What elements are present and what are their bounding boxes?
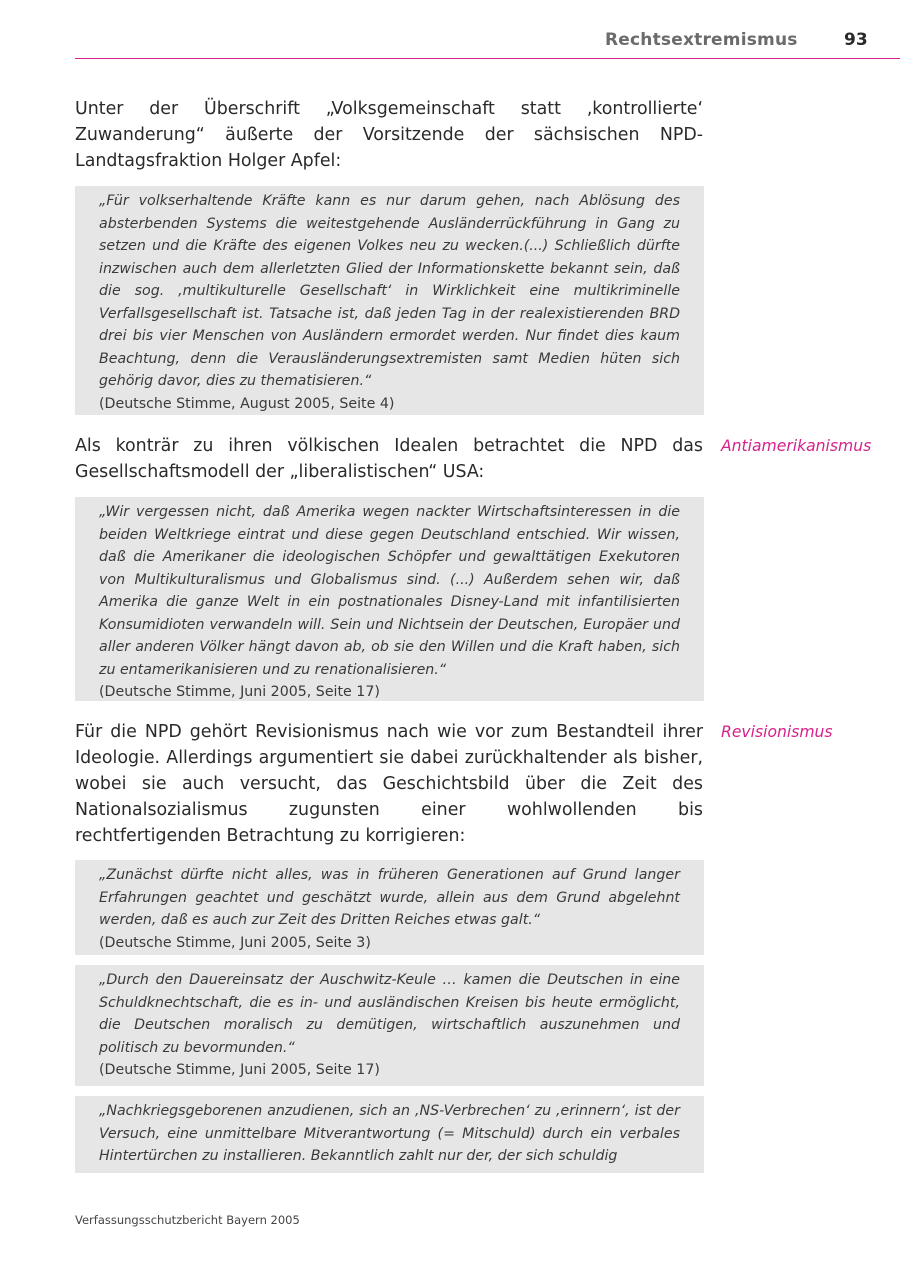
paragraph-revisionismus: Für die NPD gehört Revisionismus nach wie vor zum Bestandteil ihrer Ideologie. Allerdings argumentiert sie dabei zurückhaltender als bisher, wobei sie auch versucht, das Geschichtsbild über die Zeit des Nationalsozialismus zugunsten einer wohlwollenden bis rechtfertigenden Betrachtung zu korrigieren: [75,722,703,846]
section-title: Rechtsextremismus [605,30,798,50]
quote-source: (Deutsche Stimme, Juni 2005, Seite 3) [99,934,371,951]
page-header [75,30,900,59]
margin-label-antiamerikanismus: Antiamerikanismus [721,437,872,455]
quote-block-drittes-reich [75,860,704,955]
page-number: 93 [844,30,868,50]
quote-source: (Deutsche Stimme, Juni 2005, Seite 17) [99,684,380,700]
quote-block-amerika [75,497,704,701]
paragraph-usa: Als konträr zu ihren völkischen Idealen betrachtet die NPD das Gesellschaftsmodell der „liberalistischen“ USA: [75,436,703,482]
quote-text: „Durch den Dauereinsatz der Auschwitz-Keule … kamen die Deutschen in eine Schuldknechtschaft, die es in- und ausländischen Kreisen bis heute ermöglicht, die Deutschen moralisch zu demütigen, wirtschaftlich auszunehmen und politisch zu bevormunden.“ [99,972,680,1056]
margin-label-revisionismus: Revisionismus [721,723,833,741]
quote-text: „Zunächst dürfte nicht alles, was in früheren Generationen auf Grund langer Erfahrungen geachtet und geschätzt wurde, allein aus dem Grund abgelehnt werden, daß es auch zur Zeit des Dritten Reiches etwas galt.“ [99,867,680,928]
quote-source: (Deutsche Stimme, August 2005, Seite 4) [99,395,395,412]
quote-block-auschwitz-keule [75,965,704,1086]
quote-source: (Deutsche Stimme, Juni 2005, Seite 17) [99,1062,380,1078]
quote-block-apfel [75,186,704,415]
quote-block-nachkriegsgeborene [75,1096,704,1173]
quote-text: „Wir vergessen nicht, daß Amerika wegen nackter Wirtschaftsinteressen in die beiden Weltkriege eintrat und diese gegen Deutschland entschied. Wir wissen, daß die Amerikaner die ideologischen Schöpfer und gewalttätigen Exekutoren von Multikulturalismus und Globalismus sind. (...) Außerdem sehen wir, daß Amerika die ganze Welt in ein postnationales Disney-Land mit infantilisierten Konsumidioten verwandeln will. Sein und Nichtsein der Deutschen, Europäer und aller anderen Völker hängt davon ab, ob sie den Willen und die Kraft haben, sich zu entamerikanisieren und zu renationalisieren.“ [99,504,680,678]
quote-text: „Nachkriegsgeborenen anzudienen, sich an ‚NS-Verbrechen‘ zu ‚erinnern‘, ist der Versuch, eine unmittelbare Mitverantwortung (= Mitschuld) durch ein verbales Hintertürchen zu installieren. Bekanntlich zahlt nur der, der sich schuldig [99,1103,680,1164]
footer-text: Verfassungsschutzbericht Bayern 2005 [75,1213,300,1227]
intro-paragraph: Unter der Überschrift „Volksgemeinschaft statt ‚kontrollierte‘ Zuwanderung“ äußerte der Vorsitzende der sächsischen NPD-Landtagsfraktion Holger Apfel: [75,99,703,171]
quote-text: „Für volkserhaltende Kräfte kann es nur darum gehen, nach Ablösung des absterbenden Systems die weitestgehende Ausländerrückführung in Gang zu setzen und die Kräfte des eigenen Volkes neu zu wecken.(...) Schließlich dürfte inzwischen auch dem allerletzten Glied der Informationskette bekannt sein, daß die sog. ‚multikulturelle Gesellschaft‘ in Wirklichkeit eine multikriminelle Verfallsgesellschaft ist. Tatsache ist, daß jeden Tag in der realexistierenden BRD drei bis vier Menschen von Ausländern ermordet werden. Nur findet dies kaum Beachtung, denn die Verausländerungsextremisten samt Medien hüten sich gehörig davor, dies zu thematisieren.“ [99,193,680,389]
